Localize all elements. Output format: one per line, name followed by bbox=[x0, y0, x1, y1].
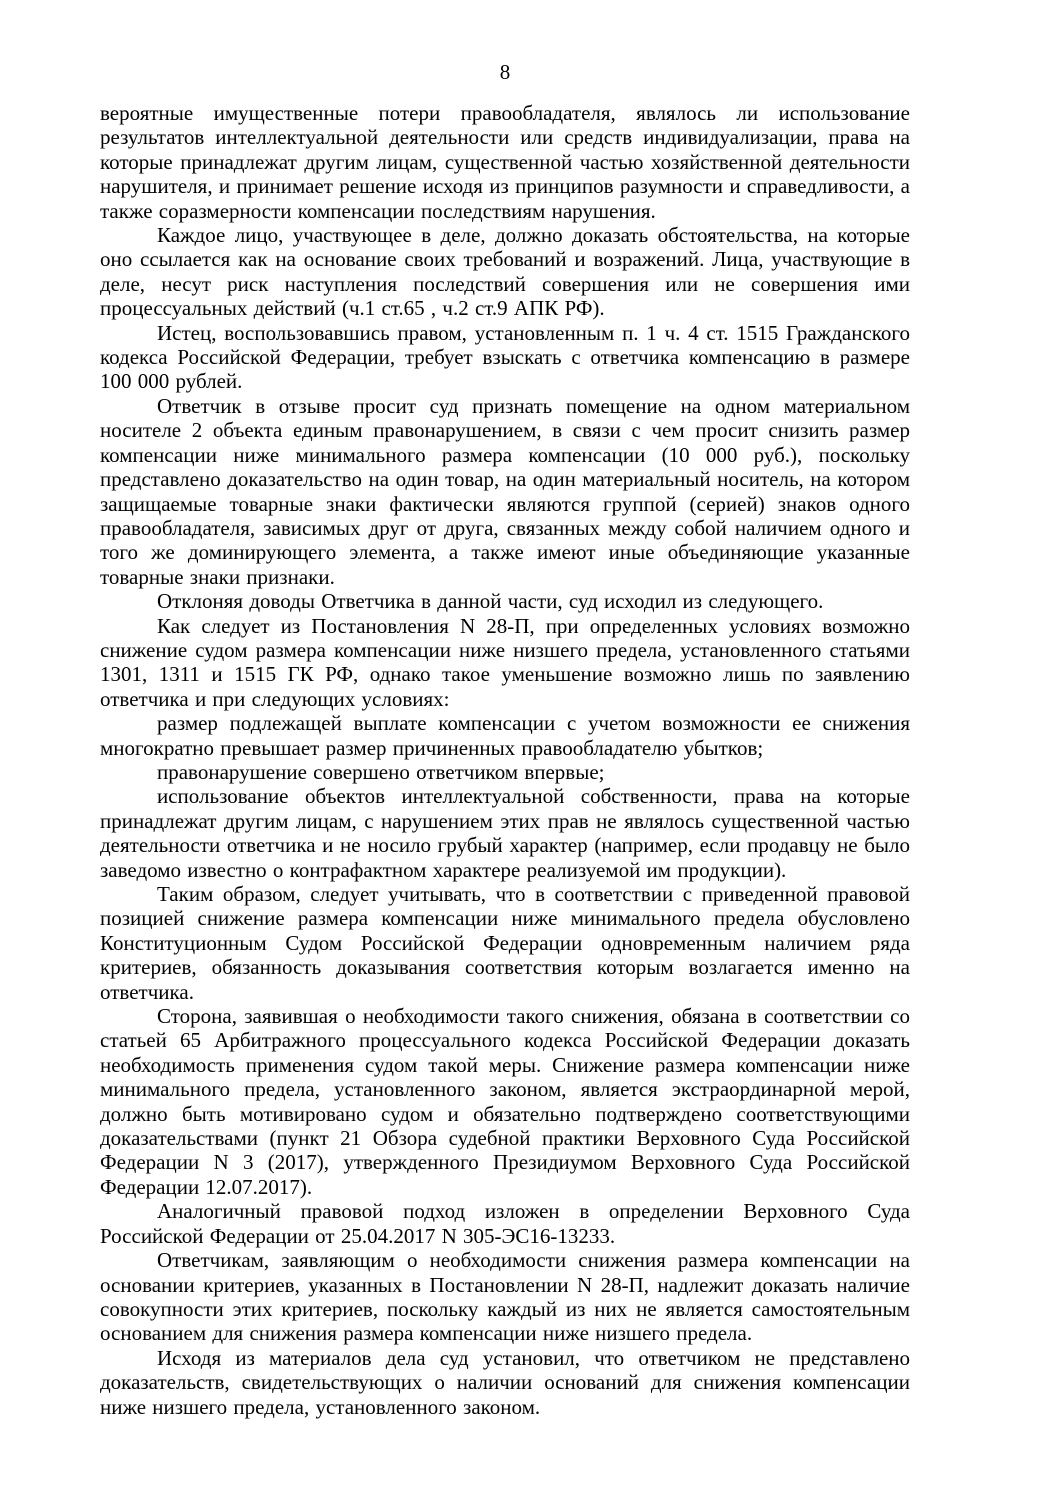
paragraph: Аналогичный правовой подход изложен в определении Верховного Суда Российской Федерации от 25.04.2017 N 305-ЭС16-13233. bbox=[100, 1199, 910, 1248]
paragraph: Сторона, заявившая о необходимости такого снижения, обязана в соответствии со статьей 65 Арбитражного процессуального кодекса Российской Федерации доказать необходимость применения судом такой меры. Снижение размера компенсации ниже минимального предела, установленного законом, является экстраординарной мерой, должно быть мотивировано судом и обязательно подтверждено соответствующими доказательствами (пункт 21 Обзора судебной практики Верховного Суда Российской Федерации N 3 (2017), утвержденного Президиумом Верховного Суда Российской Федерации 12.07.2017). bbox=[100, 1004, 910, 1199]
page-number: 8 bbox=[499, 60, 511, 84]
document-body bbox=[100, 101, 910, 1419]
paragraph: правонарушение совершено ответчиком впервые; bbox=[157, 759, 605, 784]
paragraph: Исходя из материалов дела суд установил, что ответчиком не представлено доказательств, свидетельствующих о наличии оснований для снижения компенсации ниже низшего предела, установленного законом. bbox=[100, 1345, 910, 1419]
paragraph: размер подлежащей выплате компенсации с учетом возможности ее снижения многократно превышает размер причиненных правообладателю убытков; bbox=[100, 711, 910, 760]
paragraph: вероятные имущественные потери правообладателя, являлось ли использование результатов интеллектуальной деятельности или средств индивидуализации, права на которые принадлежат другим лицам, существенной частью хозяйственной деятельности нарушителя, и принимает решение исходя из принципов разумности и справедливости, а также соразмерности компенсации последствиям нарушения. bbox=[100, 101, 910, 223]
paragraph: Таким образом, следует учитывать, что в соответствии с приведенной правовой позицией снижение размера компенсации ниже минимального предела обусловлено Конституционным Судом Российской Федерации одновременным наличием ряда критериев, обязанность доказывания соответствия которым возлагается именно на ответчика. bbox=[100, 882, 910, 1004]
paragraph: Отклоняя доводы Ответчика в данной части, суд исходил из следующего. bbox=[157, 589, 824, 614]
paragraph: Как следует из Постановления N 28-П, при определенных условиях возможно снижение судом размера компенсации ниже низшего предела, установленного статьями 1301, 1311 и 1515 ГК РФ, однако такое уменьшение возможно лишь по заявлению ответчика и при следующих условиях: bbox=[100, 613, 910, 711]
paragraph: использование объектов интеллектуальной собственности, права на которые принадлежат другим лицам, с нарушением этих прав не являлось существенной частью деятельности ответчика и не носило грубый характер (например, если продавцу не было заведомо известно о контрафактном характере реализуемой им продукции). bbox=[100, 784, 910, 882]
paragraph: Истец, воспользовавшись правом, установленным п. 1 ч. 4 ст. 1515 Гражданского кодекса Российской Федерации, требует взыскать с ответчика компенсацию в размере 100 000 рублей. bbox=[100, 320, 910, 394]
paragraph: Ответчикам, заявляющим о необходимости снижения размера компенсации на основании критериев, указанных в Постановлении N 28-П, надлежит доказать наличие совокупности этих критериев, поскольку каждый из них не является самостоятельным основанием для снижения размера компенсации ниже низшего предела. bbox=[100, 1248, 910, 1346]
paragraph: Каждое лицо, участвующее в деле, должно доказать обстоятельства, на которые оно ссылается как на основание своих требований и возражений. Лица, участвующие в деле, несут риск наступления последствий совершения или не совершения ими процессуальных действий (ч.1 ст.65 , ч.2 ст.9 АПК РФ). bbox=[100, 223, 910, 321]
paragraph: Ответчик в отзыве просит суд признать помещение на одном материальном носителе 2 объекта единым правонарушением, в связи с чем просит снизить размер компенсации ниже минимального размера компенсации (10 000 руб.), поскольку представлено доказательство на один товар, на один материальный носитель, на котором защищаемые товарные знаки фактически являются группой (серией) знаков одного правообладателя, зависимых друг от друга, связанных между собой наличием одного и того же доминирующего элемента, а также имеют иные объединяющие указанные товарные знаки признаки. bbox=[100, 393, 910, 589]
